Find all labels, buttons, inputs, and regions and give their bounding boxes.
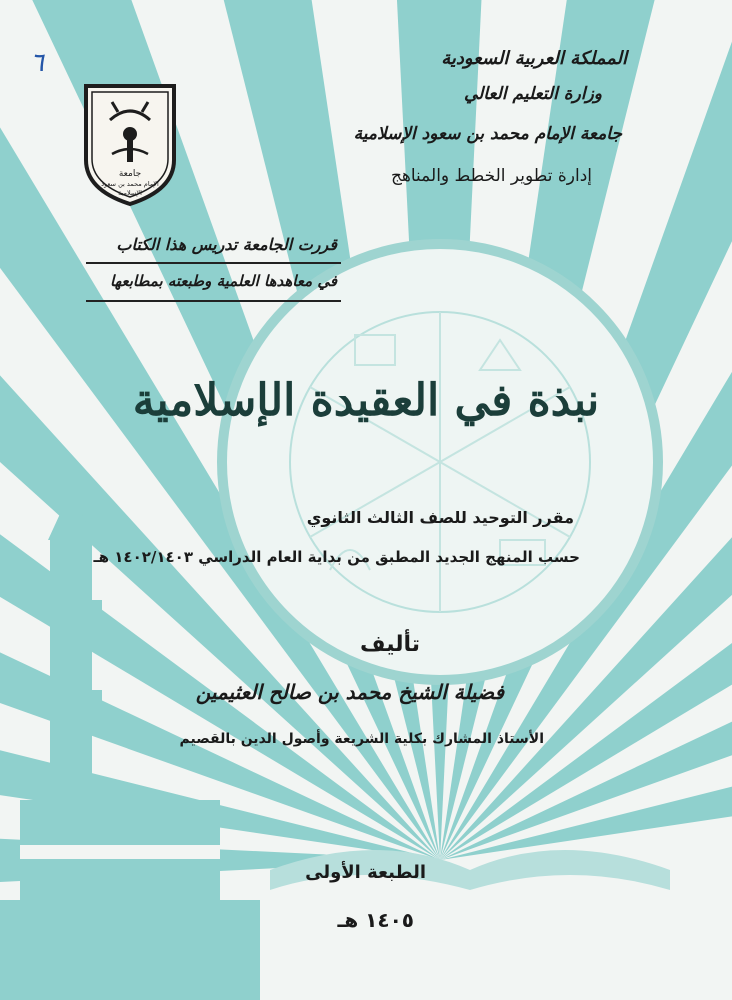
curriculum-note: حسب المنهج الجديد المطبق من بداية العام الدراسي ١٤٠٢/١٤٠٣ هـ — [93, 548, 580, 566]
header-line-kingdom: المملكة العربية السعودية — [441, 48, 627, 69]
kaaba-illustration — [0, 800, 260, 1000]
logo-text-1: جامعة — [118, 169, 142, 179]
note-line-2: في معاهدها العلمية وطبعته بمطابعها — [110, 272, 337, 290]
header-line-ministry: وزارة التعليم العالي — [463, 84, 602, 104]
authorship-label: تأليف — [360, 632, 420, 657]
logo-text-2: الإمام محمد بن سعود — [101, 180, 159, 188]
author-position: الأستاذ المشارك بكلية الشريعة وأصول الدين بالقصيم — [179, 731, 544, 747]
course-subtitle: مقرر التوحيد للصف الثالث الثانوي — [306, 508, 574, 527]
university-emblem-icon — [80, 82, 180, 207]
header-line-department: إدارة تطوير الخطط والمناهج — [390, 166, 592, 186]
page-number: ٦ — [30, 48, 44, 78]
edition-label: الطبعة الأولى — [305, 862, 426, 883]
logo-text-3: الإسلامية — [118, 189, 142, 197]
author-name: فضيلة الشيخ محمد بن صالح العثيمين — [195, 680, 504, 704]
publication-year: ١٤٠٥ هـ — [337, 908, 414, 932]
book-title: نبذة في العقيدة الإسلامية — [132, 375, 600, 426]
note-line-1: قررت الجامعة تدريس هذا الكتاب — [116, 235, 337, 254]
header-line-university: جامعة الإمام محمد بن سعود الإسلامية — [353, 124, 622, 144]
